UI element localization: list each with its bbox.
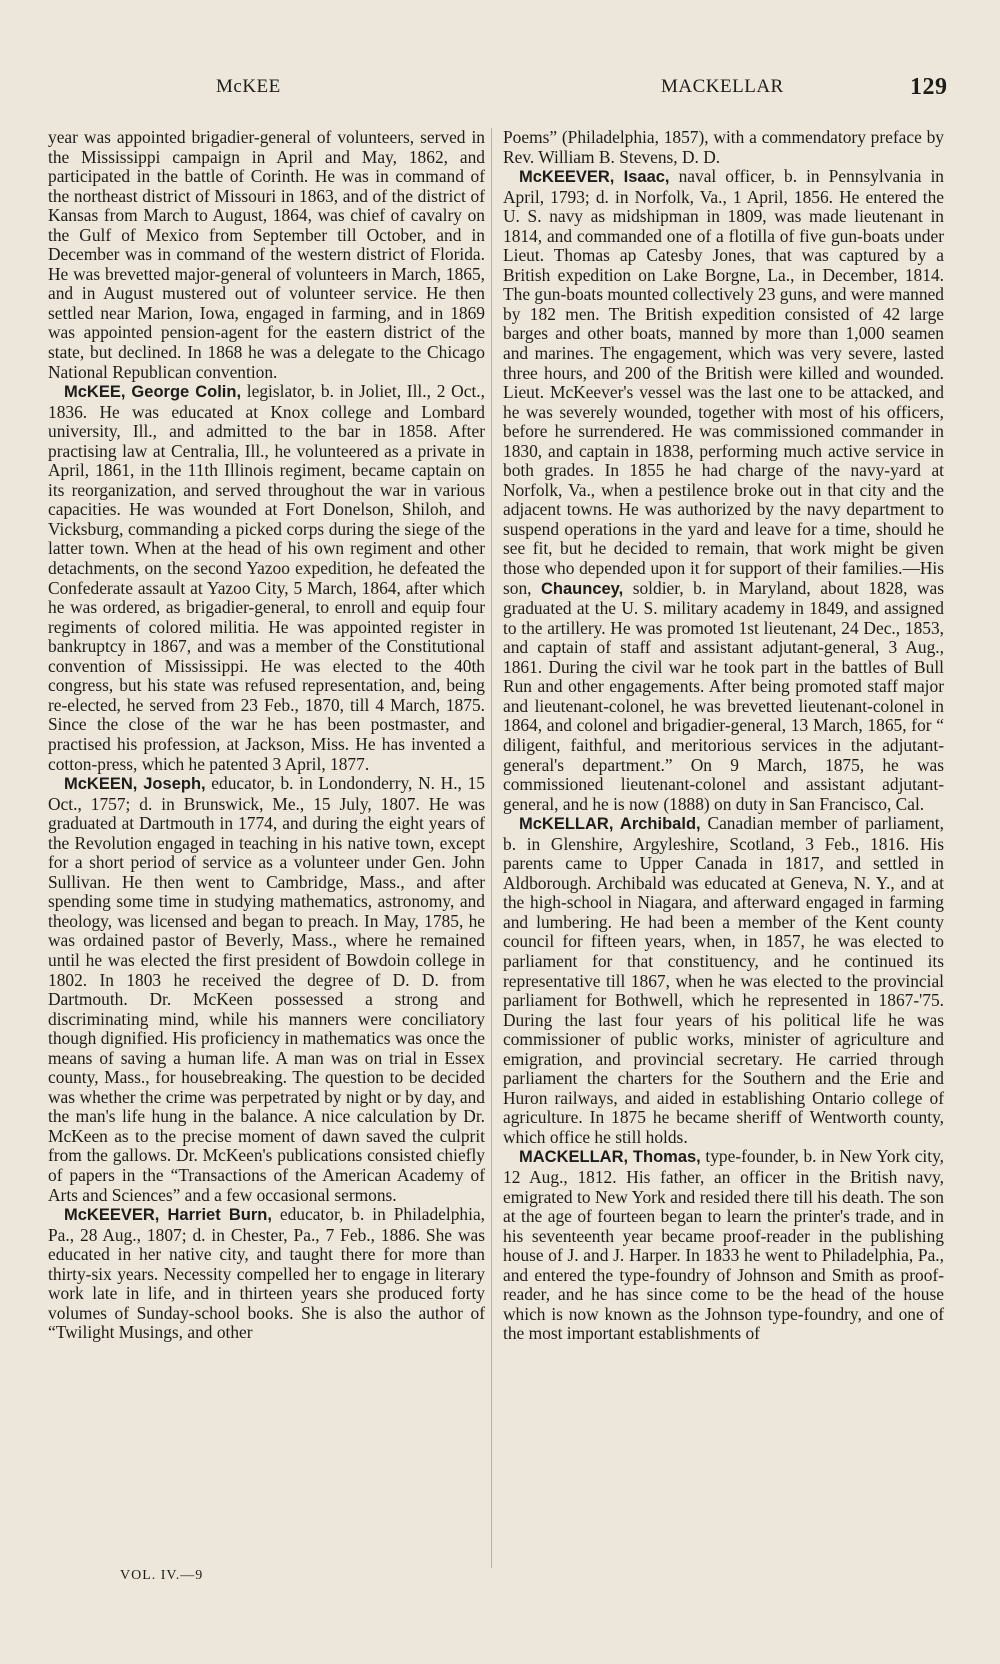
entry-mckee-george [48, 382, 485, 774]
entry-text: Canadian member of parliament, b. in Glenshire, Argyleshire, Scotland, 3 Feb., 1816. His parents came to Upper Canada in 1817, and settled in Aldborough. Archibald was educated at Geneva, N. Y., and at the high-school in Niagara, and afterward engaged in farming and lumbering. He had been a member of the Kent county council for fifteen years, when, in 1857, he was elected to parliament for that constituency, and he continued its representative till 1867, when he was elected to the provincial parliament for Bothwell, which he represented in 1867-'75. During the last four years of his political life he was commissioner of public works, minister of agriculture and emigration, and provincial secretary. He carried through parliament the charters for the Southern and the Erie and Huron railways, and aided in establishing Ontario college of agriculture. In 1875 he became sheriff of Wentworth county, which office he still holds. [503, 813, 944, 1147]
entry-heading: McKELLAR, Archibald, [519, 815, 701, 834]
entry-mckeen-joseph [48, 774, 485, 1205]
entry-text: educator, b. in Philadelphia, Pa., 28 Aug., 1807; d. in Chester, Pa., 7 Feb., 1886. She was educated in her native city, and taught there for more than thirty-six years. Necessity compelled her to engage in literary work late in life, and in thirteen years she produced forty volumes of Sunday-school books. She is also the author of “Twilight Musings, and other [48, 1204, 486, 1343]
running-head-center: MACKELLAR [661, 76, 784, 97]
entry-text: type-founder, b. in New York city, 12 Aug., 1812. His father, an officer in the British navy, emigrated to New York and resided there till his death. The son at the age of fourteen began to learn the printer's trade, and in his seventeenth year became proof-reader in the publishing house of J. and J. Harper. In 1833 he went to Philadelphia, Pa., and entered the type-foundry of Johnson and Smith as proof-reader, and he has since come to be the head of the house which is now known as the Johnson type-foundry, and one of the most important establishments of [503, 1146, 945, 1344]
entry-mckellar-archibald [503, 814, 944, 1147]
page-number: 129 [910, 74, 948, 100]
entry-text: soldier, b. in Maryland, about 1828, was graduated at the U. S. military academy in 1849, and assigned to the artillery. He was promoted 1st lieutenant, 24 Dec., 1853, and captain of staff and assistant adjutant-general, 3 Aug., 1861. During the civil war he took part in the battles of Bull Run and other engagements. After being promoted staff major and lieutenant-colonel, he was brevetted lieutenant-colonel in 1864, and colonel and brigadier-general, 13 March, 1865, for “ diligent, faithful, and meritorious services in the adjutant-general's department.” On 9 March, 1875, he was commissioned lieutenant-colonel and assistant adjutant-general, and he is now (1888) on duty in San Francisco, Cal. [503, 577, 944, 814]
entry-text: legislator, b. in Joliet, Ill., 2 Oct., 1836. He was educated at Knox college and Lombard university, Ill., and admitted to the bar in 1858. After practising law at Centralia, Ill., he volunteered as a private in April, 1861, in the 11th Illinois regiment, became captain on its reorganization, and served throughout the war in various capacities. He was wounded at Fort Donelson, Shiloh, and Vicksburg, commanding a picked corps during the siege of the latter town. When at the head of his own regiment and other detachments, on the second Yazoo expedition, he defeated the Confederate assault at Yazoo City, 5 March, 1864, after which he was ordered, as brigadier-general, to enroll and equip four regiments of colored militia. He was appointed register in bankruptcy in 1867, and was a member of the Constitutional convention of Mississippi. He was elected to the 40th congress, but his state was refused representation, and, being re-elected, he served from 23 Feb., 1870, till 4 March, 1875. Since the close of the war he has been postmaster, and practised his profession, at Jackson, Miss. He has invented a cotton-press, which he patented 3 April, 1877. [48, 381, 485, 774]
left-column [48, 128, 485, 1343]
signature-mark: VOL. IV.—9 [120, 1568, 204, 1583]
entry-mckeever-harriet [48, 1205, 485, 1343]
entry-heading: McKEE, George Colin, [64, 383, 242, 402]
entry-heading: McKEEVER, Isaac, [519, 168, 670, 187]
entry-mackellar-thomas [503, 1147, 944, 1343]
entry-text: naval officer, b. in Pennsylvania in April, 1793; d. in Norfolk, Va., 1 April, 1856. He entered the U. S. navy as midshipman in 1809, was made lieutenant in 1814, and commanded one of a flotilla of five gun-boats under Lieut. Thomas ap Catesby Jones, that was captured by a British expedition on Lake Borgne, La., in December, 1814. The gun-boats mounted collectively 23 guns, and were manned by 182 men. The British expedition consisted of 42 large barges and other boats, manned by more than 1,000 seamen and marines. The engagement, which was very severe, lasted three hours, and 200 of the British were killed and wounded. Lieut. McKeever's vessel was the last one to be attacked, and he was severely wounded, together with most of his officers, before he surrendered. He was commissioned commander in 1830, and captain in 1838, performing much active service in both grades. In 1855 he had charge of the navy-yard at Norfolk, Va., when a pestilence broke out in that city and the adjacent towns. He was authorized by the navy department to suspend operations in the yard and leave for a time, should he see fit, but he decided to remain, that work might be given those who depended upon it for support of their families.—His son, [503, 166, 944, 598]
column-divider [491, 128, 492, 1568]
continued-entry-text: Poems” (Philadelphia, 1857), with a commendatory preface by Rev. William B. Stevens, D. D. [503, 127, 944, 167]
right-column [503, 128, 944, 1344]
entry-heading: McKEEN, Joseph, [64, 775, 206, 794]
running-head-left: McKEE [216, 76, 281, 97]
entry-heading: MACKELLAR, Thomas, [519, 1148, 701, 1167]
entry-text: educator, b. in Londonderry, N. H., 15 Oct., 1757; d. in Brunswick, Me., 15 July, 1807. He was graduated at Dartmouth in 1774, and during the eight years of the Revolution engaged in teaching in his native town, except for a short period of service as a volunteer under Gen. John Sullivan. He then went to Cambridge, Mass., and after spending some time in studying mathematics, astronomy, and theology, was licensed and began to preach. In May, 1785, he was ordained pastor of Beverly, Mass., where he remained until he was elected the first president of Bowdoin college in 1802. In 1803 he received the degree of D. D. from Dartmouth. Dr. McKeen possessed a strong and discriminating mind, while his manners were conciliatory though dignified. His proficiency in mathematics was once the means of saving a human life. A man was on trial in Essex county, Mass., for housebreaking. The question to be decided was whether the crime was perpetrated by night or by day, and the man's life hung in the balance. A nice calculation by Dr. McKeen as to the precise moment of dawn saved the culprit from the gallows. Dr. McKeen's publications consisted chiefly of papers in the “Transactions of the American Academy of Arts and Sciences” and a few occasional sermons. [48, 773, 485, 1205]
entry-mckeever-isaac [503, 167, 944, 814]
entry-subheading: Chauncey, [541, 579, 624, 598]
continued-entry-text: year was appointed brigadier-general of volunteers, served in the Mississippi campaign in April and May, 1862, and participated in the battle of Corinth. He was in command of the northeast district of Missouri in 1863, and of the district of Kansas from March to August, 1864, was chief of cavalry on the Gulf of Mexico from September till October, and in December was in command of the western district of Florida. He was brevetted major-general of volunteers in March, 1865, and in August mustered out of volunteer service. He then settled near Marion, Iowa, engaged in farming, and in 1869 was appointed pension-agent for the eastern district of the state, but declined. In 1868 he was a delegate to the Chicago National Republican convention. [48, 127, 485, 382]
entry-heading: McKEEVER, Harriet Burn, [64, 1206, 272, 1225]
